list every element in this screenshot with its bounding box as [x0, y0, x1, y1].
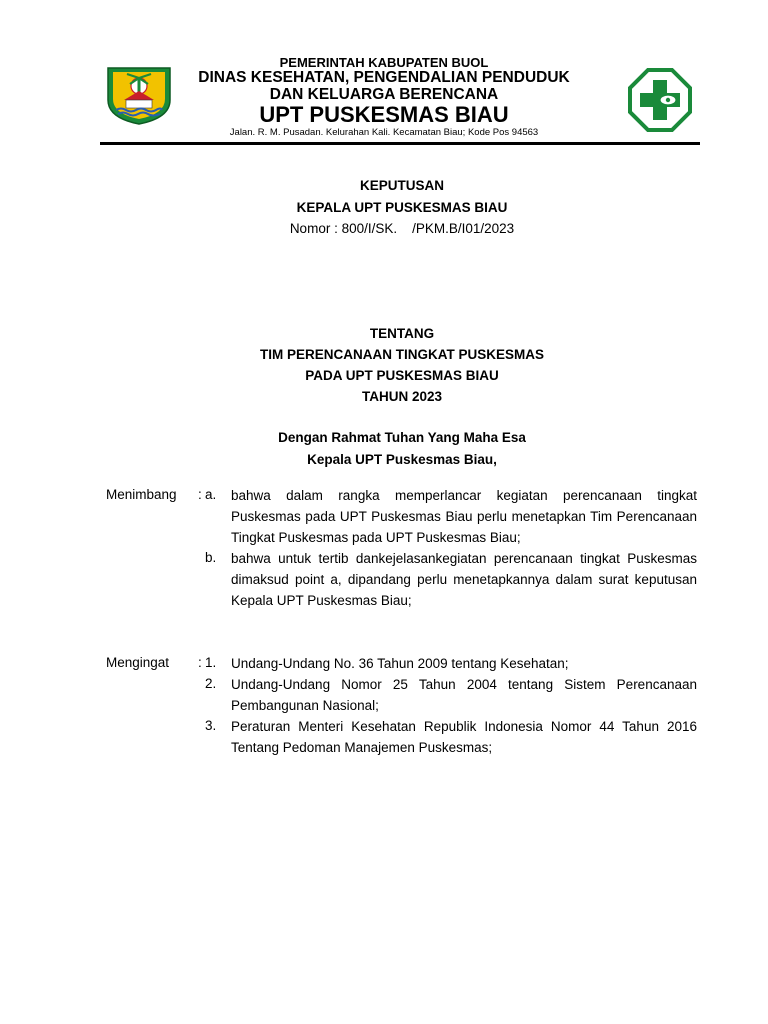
subject-line-1: TIM PERENCANAAN TINGKAT PUSKESMAS: [259, 347, 544, 362]
letterhead-agency: DINAS KESEHATAN, PENGENDALIAN PENDUDUK: [198, 69, 570, 86]
mengingat-marker-1: 1.: [205, 655, 217, 670]
mengingat-item-2: Undang-Undang Nomor 25 Tahun 2004 tentang Sistem Perencanaan Pembangunan Nasional;: [231, 677, 697, 713]
mengingat-colon: :: [198, 655, 202, 670]
menimbang-label: Menimbang: [106, 487, 177, 502]
mengingat-marker-2: 2.: [205, 676, 217, 691]
letterhead-address: Jalan. R. M. Pusadan. Kelurahan Kali. Kecamatan Biau; Kode Pos 94563: [229, 127, 539, 138]
mengingat-item-1: Undang-Undang No. 36 Tahun 2009 tentang Kesehatan;: [231, 656, 569, 671]
menimbang-marker-b: b.: [205, 550, 217, 565]
letterhead-agency-cont: DAN KELUARGA BERENCANA: [269, 86, 499, 103]
letterhead-unit: UPT PUSKESMAS BIAU: [259, 102, 509, 127]
letterhead-divider: [100, 142, 700, 145]
menimbang-marker-a: a.: [205, 487, 217, 502]
menimbang-colon: :: [198, 487, 202, 502]
puskesmas-logo: [628, 68, 692, 132]
menimbang-item-a: bahwa dalam rangka memperlancar kegiatan perencanaan tingkat Puskesmas pada UPT Puskesmas Biau perlu menetapkan Tim Perencanaan Tingkat Puskesmas pada UPT Puskesmas Biau;: [231, 488, 697, 545]
decree-issuer: KEPALA UPT PUSKESMAS BIAU: [296, 200, 508, 215]
mengingat-marker-3: 3.: [205, 718, 217, 733]
subject-line-2: PADA UPT PUSKESMAS BIAU: [305, 368, 499, 383]
preamble-line-2: Kepala UPT Puskesmas Biau,: [307, 452, 497, 467]
mengingat-item-3: Peraturan Menteri Kesehatan Republik Indonesia Nomor 44 Tahun 2016 Tentang Pedoman Manajemen Puskesmas;: [231, 719, 697, 755]
menimbang-item-b: bahwa untuk tertib dankejelasankegiatan perencanaan tingkat Puskesmas dimaksud point a, dipandang perlu menetapkannya dalam surat keputusan Kepala UPT Puskesmas Biau;: [231, 551, 697, 608]
subject-heading: TENTANG: [369, 326, 435, 341]
mengingat-label: Mengingat: [106, 655, 170, 670]
decree-heading: KEPUTUSAN: [359, 178, 444, 193]
decree-number: Nomor : 800/I/SK. /PKM.B/I01/2023: [289, 221, 515, 236]
letterhead-government: PEMERINTAH KABUPATEN BUOL: [279, 55, 489, 70]
preamble-line-1: Dengan Rahmat Tuhan Yang Maha Esa: [278, 430, 526, 445]
subject-line-3: TAHUN 2023: [361, 389, 443, 404]
